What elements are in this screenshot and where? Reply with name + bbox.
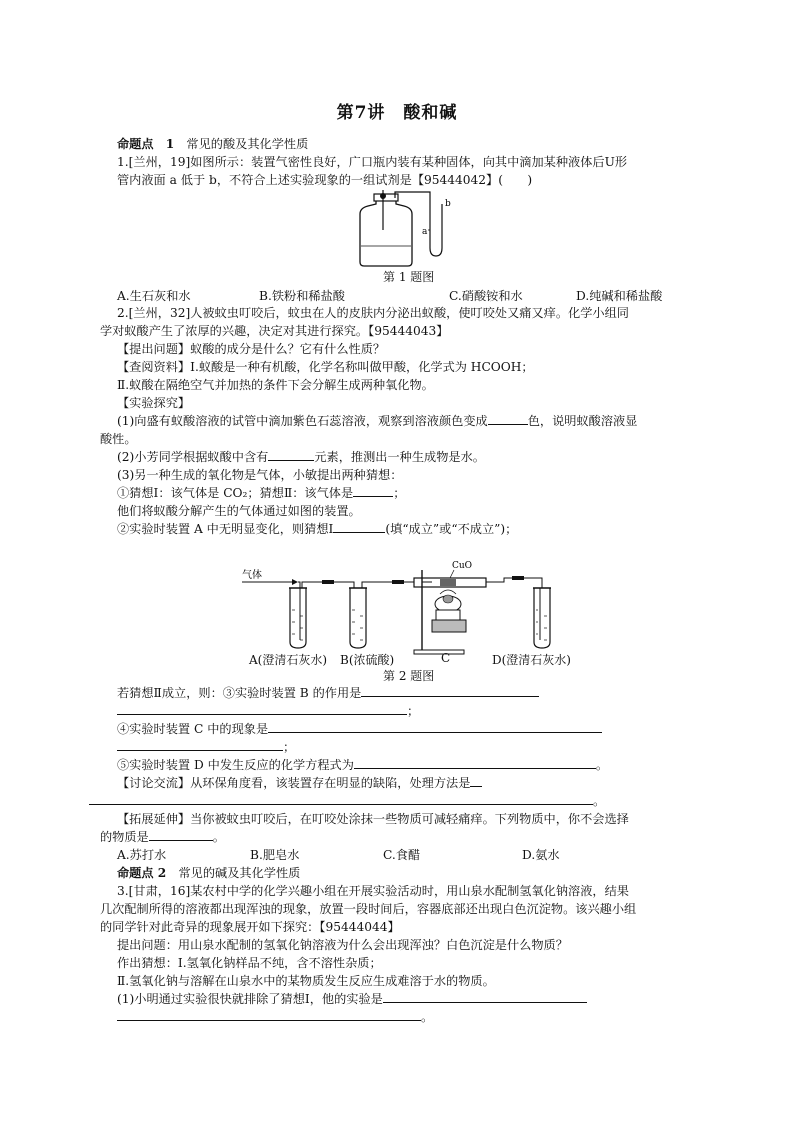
q2-discussion-text: 【讨论交流】从环保角度看，该装置存在明显的缺陷，处理方法是 xyxy=(117,776,471,790)
q1-option-b: B.铁粉和稀盐酸 xyxy=(259,289,345,303)
q2-result-1-cont xyxy=(117,702,419,720)
q2-extension-2-end: 。 xyxy=(212,830,225,844)
answer-blank-color[interactable] xyxy=(488,412,528,425)
q1-line-2: 管内液面 a 低于 b，不符合上述实验现象的一组试剂是【95444042】( ) xyxy=(117,173,533,187)
q2-result-1-text: 若猜想Ⅱ成立，则：③实验时装置 B 的作用是 xyxy=(117,686,362,700)
q3-line-3: 的同学针对此奇异的现象展开如下探究：【95444044】 xyxy=(100,920,400,934)
q2-figure-label-b: B(浓硫酸) xyxy=(340,653,395,667)
q2-part-3: (3)另一种生成的氧化物是气体，小敏提出两种猜想： xyxy=(117,468,403,482)
answer-blank-extension[interactable] xyxy=(149,828,213,841)
q2-extension-2-text: 的物质是 xyxy=(100,830,149,844)
answer-blank-q3-experiment-cont[interactable] xyxy=(117,1008,421,1021)
section-1-name: 常见的酸及其化学性质 xyxy=(186,137,309,151)
q1-option-a: A.生石灰和水 xyxy=(117,289,191,303)
q2-result-3-text: ⑤实验时装置 D 中发生反应的化学方程式为 xyxy=(117,758,354,772)
q2-extension-2 xyxy=(100,828,225,846)
q2-ref-1: 【查阅资料】Ⅰ.蚁酸是一种有机酸，化学名称叫做甲酸，化学式为 HCOOH； xyxy=(117,360,534,374)
q3-line-1: 3.[甘肃，16]某农村中学的化学兴趣小组在开展实验活动时，用山泉水配制氢氧化钠溶液，结果 xyxy=(117,884,629,898)
q2-line-1: 2.[兰州，32]人被蚊虫叮咬后，蚊虫在人的皮肤内分泌出蚁酸，使叮咬处又痛又痒。化学小组同 xyxy=(117,306,629,320)
q2-figure-label-a: A(澄清石灰水) xyxy=(249,653,328,667)
section-2-label: 命题点 2 xyxy=(117,866,167,880)
page-title: 第7讲 酸和碱 xyxy=(336,103,458,123)
q1-figure-caption: 第 1 题图 xyxy=(383,270,435,284)
q2-line-2: 学对蚁酸产生了浓厚的兴趣，决定对其进行探究。【95444043】 xyxy=(100,324,449,338)
q2-guess-text-a: ①猜想Ⅰ：该气体是 CO₂；猜想Ⅱ：该气体是 xyxy=(117,486,354,500)
q2-result-2-cont xyxy=(117,738,295,756)
q2-result-2 xyxy=(117,720,602,738)
answer-blank-discussion[interactable] xyxy=(470,774,482,787)
q2-discussion xyxy=(117,774,482,792)
q3-part-1-text: (1)小明通过实验很快就排除了猜想Ⅰ，他的实验是 xyxy=(117,992,383,1006)
q2-option-a: A.苏打水 xyxy=(117,848,167,862)
section-2-heading xyxy=(117,864,300,882)
q2-explore-heading: 【实验探究】 xyxy=(117,396,191,410)
q1-line-1: 1.[兰州，19]如图所示：装置气密性良好，广口瓶内装有某种固体，向其中滴加某种液体后U形 xyxy=(117,155,628,169)
q2-part-2 xyxy=(117,448,485,466)
q2-option-c: C.食醋 xyxy=(383,848,421,862)
q3-part-1-end: 。 xyxy=(421,1010,434,1024)
q3-guess-2: Ⅱ.氢氧化钠与溶解在山泉水中的某物质发生反应生成难溶于水的物质。 xyxy=(117,974,495,988)
q2-guess-device: 他们将蚁酸分解产生的气体通过如图的装置。 xyxy=(117,504,361,518)
section-1-heading xyxy=(117,135,308,153)
q2-figure-label-c: C xyxy=(441,651,451,665)
q2-figure-cuo-label: CuO xyxy=(452,561,473,571)
answer-blank-c-phenomenon-cont[interactable] xyxy=(117,738,283,751)
q2-result-2-text: ④实验时装置 C 中的现象是 xyxy=(117,722,269,736)
q3-guess-1: 作出猜想：Ⅰ.氢氧化钠样品不纯，含不溶性杂质； xyxy=(117,956,382,970)
q2-discussion-end: 。 xyxy=(593,794,606,808)
q2-result-1-end: ； xyxy=(407,704,420,718)
q2-part-1-text-b: 色，说明蚁酸溶液显 xyxy=(527,414,638,428)
q1-figure-label-a: a xyxy=(422,227,428,237)
q1-figure-apparatus xyxy=(350,190,460,270)
q2-figure-label-d: D(澄清石灰水) xyxy=(492,653,571,667)
q2-result-1 xyxy=(117,684,539,702)
q2-result-3 xyxy=(117,756,608,774)
q3-part-1 xyxy=(117,990,587,1008)
q3-line-2: 几次配制所得的溶液都出现浑浊的现象，放置一段时间后，容器底部还出现白色沉淀物。该兴趣小组 xyxy=(100,902,637,916)
section-2-name: 常见的碱及其化学性质 xyxy=(178,866,301,880)
q3-part-1-cont xyxy=(117,1008,433,1026)
q2-guess xyxy=(117,484,405,502)
answer-blank-b-role[interactable] xyxy=(361,684,539,697)
q2-ask: 【提出问题】蚁酸的成分是什么？它有什么性质？ xyxy=(117,342,386,356)
q2-extension-1: 【拓展延伸】当你被蚊虫叮咬后，在叮咬处涂抹一些物质可减轻痛痒。下列物质中，你不会选择 xyxy=(117,812,629,826)
q2-part-2-text-a: (2)小芳同学根据蚁酸中含有 xyxy=(117,450,269,464)
q2-figure-gas-label: 气体 xyxy=(242,570,262,581)
q2-part-2-text-b: 元素，推测出一种生成物是水。 xyxy=(314,450,485,464)
answer-blank-gas[interactable] xyxy=(353,484,393,497)
q1-option-c: C.硝酸铵和水 xyxy=(449,289,523,303)
q2-part-1-text-a: (1)向盛有蚁酸溶液的试管中滴加紫色石蕊溶液，观察到溶液颜色变成 xyxy=(117,414,488,428)
answer-blank-element[interactable] xyxy=(268,448,314,461)
q1-option-d: D.纯碱和稀盐酸 xyxy=(576,289,663,303)
q2-guess-result-text-b: (填“成立”或“不成立”)； xyxy=(385,522,518,536)
q3-ask: 提出问题：用山泉水配制的氢氧化钠溶液为什么会出现浑浊？白色沉淀是什么物质？ xyxy=(117,938,568,952)
q2-option-d: D.氨水 xyxy=(522,848,560,862)
q2-ref-2: Ⅱ.蚁酸在隔绝空气并加热的条件下会分解生成两种氧化物。 xyxy=(117,378,434,392)
answer-blank-discussion-cont[interactable] xyxy=(89,792,593,805)
q2-option-b: B.肥皂水 xyxy=(250,848,300,862)
answer-blank-equation[interactable] xyxy=(354,756,596,769)
q2-guess-result-text-a: ②实验时装置 A 中无明显变化，则猜想Ⅰ xyxy=(117,522,334,536)
q2-result-2-end: ； xyxy=(283,740,296,754)
q2-result-3-end: 。 xyxy=(595,758,609,772)
answer-blank-q3-experiment[interactable] xyxy=(383,990,587,1003)
q2-guess-text-b: ； xyxy=(393,486,406,500)
q2-discussion-cont xyxy=(89,792,605,810)
q2-figure-caption: 第 2 题图 xyxy=(383,669,435,683)
q1-figure-label-b: b xyxy=(445,199,451,209)
q2-part-1 xyxy=(117,412,637,430)
answer-blank-c-phenomenon[interactable] xyxy=(268,720,602,733)
q2-part-1-cont: 酸性。 xyxy=(100,432,137,446)
answer-blank-b-role-cont[interactable] xyxy=(117,702,407,715)
q2-figure-apparatus xyxy=(242,530,562,670)
section-1-label: 命题点 1 xyxy=(117,137,175,151)
